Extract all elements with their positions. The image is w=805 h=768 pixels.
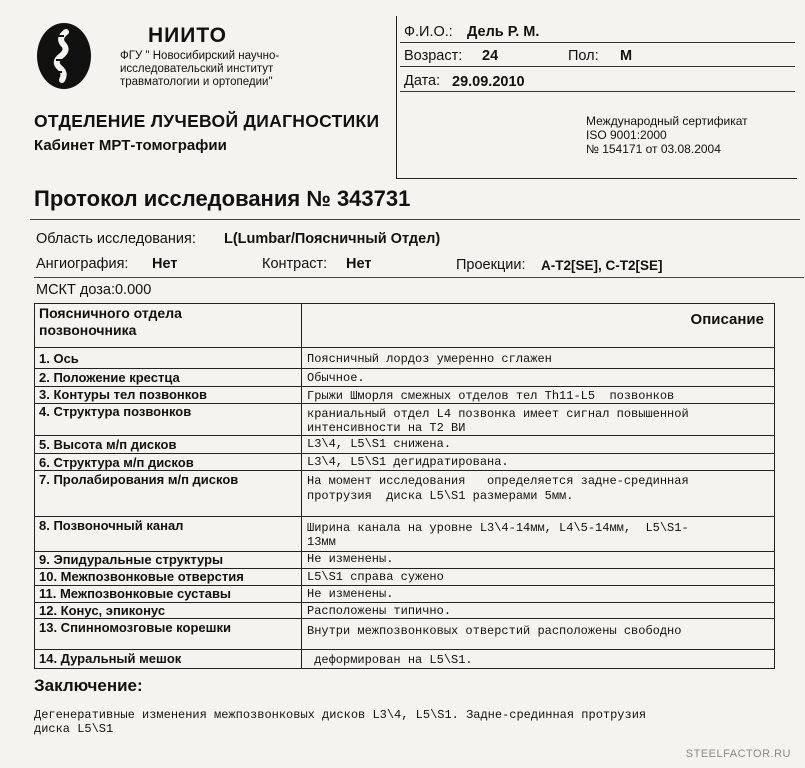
row-label: 9. Эпидуральные структуры <box>39 552 224 567</box>
row-label: 14. Дуральный мешок <box>39 651 182 666</box>
certificate-line-3: № 154171 от 03.08.2004 <box>586 142 721 156</box>
row-label: 7. Пролабирования м/п дисков <box>39 472 239 487</box>
findings-table <box>34 303 775 669</box>
row-desc: деформирован на L5\S1. <box>307 653 473 667</box>
age-label: Возраст: <box>404 48 463 64</box>
row-label: 1. Ось <box>39 351 79 366</box>
row-label: 5. Высота м/п дисков <box>39 437 177 452</box>
fio-label: Ф.И.О.: <box>404 24 453 40</box>
sex-value: М <box>620 48 633 64</box>
date-value: 29.09.2010 <box>452 74 525 90</box>
table-header-left-2: позвоночника <box>39 322 137 338</box>
row-desc-2: 13мм <box>307 535 336 549</box>
fio-value: Дель Р. М. <box>467 24 540 40</box>
row-desc: Ширина канала на уровне L3\4-14мм, L4\5-14мм, L5\S1- <box>307 521 689 535</box>
row-desc: Обычное. <box>307 371 365 385</box>
row-desc: Грыжи Шморля смежных отделов тел Th11-L5 позвонков <box>307 389 675 403</box>
watermark: STEELFACTOR.RU <box>685 748 791 760</box>
row-label: 4. Структура позвонков <box>39 404 192 419</box>
row-label: 13. Спинномозговые корешки <box>39 620 231 635</box>
institute-line-2: исследовательский институт <box>120 63 274 75</box>
conclusion-title: Заключение: <box>34 676 143 695</box>
angio-label: Ангиография: <box>36 256 129 272</box>
row-desc: L3\4, L5\S1 снижена. <box>307 437 452 451</box>
row-desc: Не изменены. <box>307 587 394 601</box>
conclusion-line-2: диска L5\S1 <box>34 722 114 736</box>
contrast-value: Нет <box>346 256 372 272</box>
conclusion-line-1: Дегенеративные изменения межпозвонковых дисков L3\4, L5\S1. Задне-срединная протрузия <box>34 708 647 722</box>
row-desc: L5\S1 справа сужено <box>307 570 444 584</box>
date-underline <box>400 91 795 92</box>
table-column-divider <box>301 304 302 668</box>
protocol-title: Протокол исследования № 343731 <box>34 186 411 211</box>
row-label: 8. Позвоночный канал <box>39 518 184 533</box>
row-desc-2: протрузия диска L5\S1 размерами 5мм. <box>307 489 574 503</box>
row-label: 6. Структура м/п дисков <box>39 455 194 470</box>
institute-name: НИИТО <box>148 24 227 47</box>
department-title: ОТДЕЛЕНИЕ ЛУЧЕВОЙ ДИАГНОСТИКИ <box>34 111 380 131</box>
projection-label: Проекции: <box>456 257 526 273</box>
row-label: 3. Контуры тел позвонков <box>39 387 208 402</box>
row-desc: краниальный отдел L4 позвонка имеет сигнал повышенной <box>307 407 689 421</box>
table-header-right: Описание <box>690 311 764 328</box>
table-header-left-1: Поясничного отдела <box>39 305 182 321</box>
age-underline <box>400 66 795 67</box>
row-desc: Не изменены. <box>307 552 394 566</box>
contrast-label: Контраст: <box>262 256 328 272</box>
institute-line-3: травматологии и ортопедии" <box>120 76 273 88</box>
angio-value: Нет <box>152 256 178 272</box>
row-desc: Внутри межпозвонковых отверстий расположены свободно <box>307 624 682 638</box>
area-label: Область исследования: <box>36 231 196 247</box>
row-desc: L3\4, L5\S1 дегидратирована. <box>307 455 509 469</box>
mskt-dose: МСКТ доза:0.000 <box>36 282 152 298</box>
row-label: 2. Положение крестца <box>39 370 180 385</box>
date-label: Дата: <box>404 73 441 89</box>
row-desc: На момент исследования определяется задне-срединная <box>307 474 689 488</box>
projection-value: A-T2[SE], C-T2[SE] <box>541 258 663 273</box>
row-desc: Расположены типично. <box>307 604 452 618</box>
row-desc: Поясничный лордоз умеренно сглажен <box>307 352 552 366</box>
area-value: L(Lumbar/Поясничный Отдел) <box>224 231 441 247</box>
sex-label: Пол: <box>568 48 599 64</box>
row-label: 10. Межпозвонковые отверстия <box>39 569 244 584</box>
cabinet-title: Кабинет МРТ-томографии <box>34 137 227 154</box>
divider <box>34 277 804 278</box>
row-label: 12. Конус, эпиконус <box>39 603 166 618</box>
fio-underline <box>400 42 795 43</box>
certificate-line-1: Международный сертификат <box>586 114 748 128</box>
institute-line-1: ФГУ " Новосибирский научно- <box>120 50 280 62</box>
age-value: 24 <box>482 48 499 64</box>
row-label: 11. Межпозвонковые суставы <box>39 586 232 601</box>
institute-logo <box>36 22 92 90</box>
divider <box>30 219 800 220</box>
row-desc-2: интенсивности на T2 ВИ <box>307 421 466 435</box>
certificate-line-2: ISO 9001:2000 <box>586 128 667 142</box>
